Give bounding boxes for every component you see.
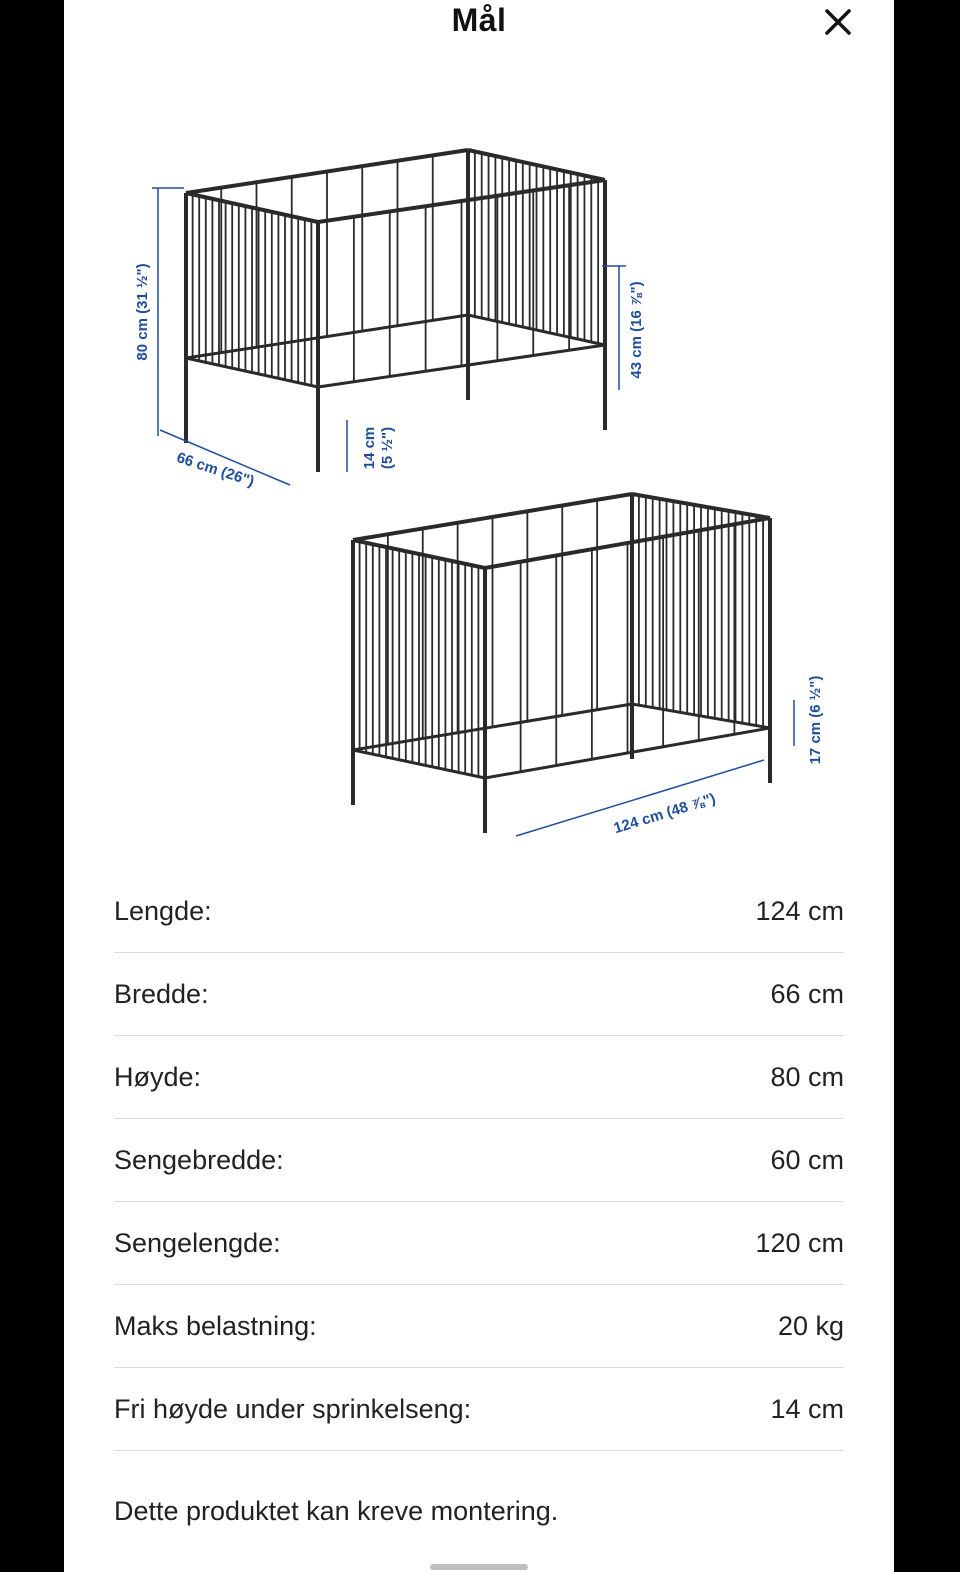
crib-top-drawing <box>186 150 605 472</box>
modal-title: Mål <box>451 2 507 38</box>
spec-label: Lengde: <box>114 895 212 926</box>
dimensions-modal <box>64 0 894 1572</box>
dimension-lines <box>152 188 794 836</box>
spec-label: Sengelengde: <box>114 1227 281 1258</box>
spec-row-width <box>114 953 844 1036</box>
spec-row-clearance <box>114 1368 844 1451</box>
rail-height-dimension-label: 43 cm (16 ⅞") <box>628 281 645 379</box>
spec-row-bed-width <box>114 1119 844 1202</box>
spec-value: 20 kg <box>777 1310 844 1341</box>
specification-list <box>114 870 844 1451</box>
clearance-dimension-label: 14 cm <box>361 426 378 470</box>
spec-label: Sengebredde: <box>114 1144 284 1175</box>
spec-value: 80 cm <box>770 1061 844 1092</box>
spec-value: 14 cm <box>770 1393 844 1424</box>
spec-value: 120 cm <box>755 1227 844 1258</box>
spec-row-max-load <box>114 1285 844 1368</box>
spec-label: Maks belastning: <box>114 1310 317 1341</box>
height-dimension-label: 80 cm (31 ½") <box>134 263 151 361</box>
spec-label: Bredde: <box>114 978 209 1009</box>
spec-row-length <box>114 870 844 953</box>
spec-row-bed-length <box>114 1202 844 1285</box>
base-height-dimension-label: 17 cm (6 ½") <box>807 675 824 765</box>
assembly-note: Dette produktet kan kreve montering. <box>114 1496 559 1526</box>
crib-dimension-illustration <box>64 0 894 880</box>
crib-bottom-drawing <box>353 494 770 833</box>
clearance-dimension-label-inch: (5 ½") <box>379 426 396 470</box>
spec-label: Høyde: <box>114 1061 202 1092</box>
spec-value: 124 cm <box>755 895 844 926</box>
width-dimension-label: 66 cm (26") <box>174 449 257 491</box>
spec-value: 66 cm <box>770 978 844 1009</box>
spec-row-height <box>114 1036 844 1119</box>
length-dimension-label: 124 cm (48 ⅞") <box>611 790 718 838</box>
spec-label: Fri høyde under sprinkelseng: <box>114 1393 472 1424</box>
spec-value: 60 cm <box>770 1144 844 1175</box>
bottom-sheet-handle[interactable] <box>430 1564 528 1570</box>
